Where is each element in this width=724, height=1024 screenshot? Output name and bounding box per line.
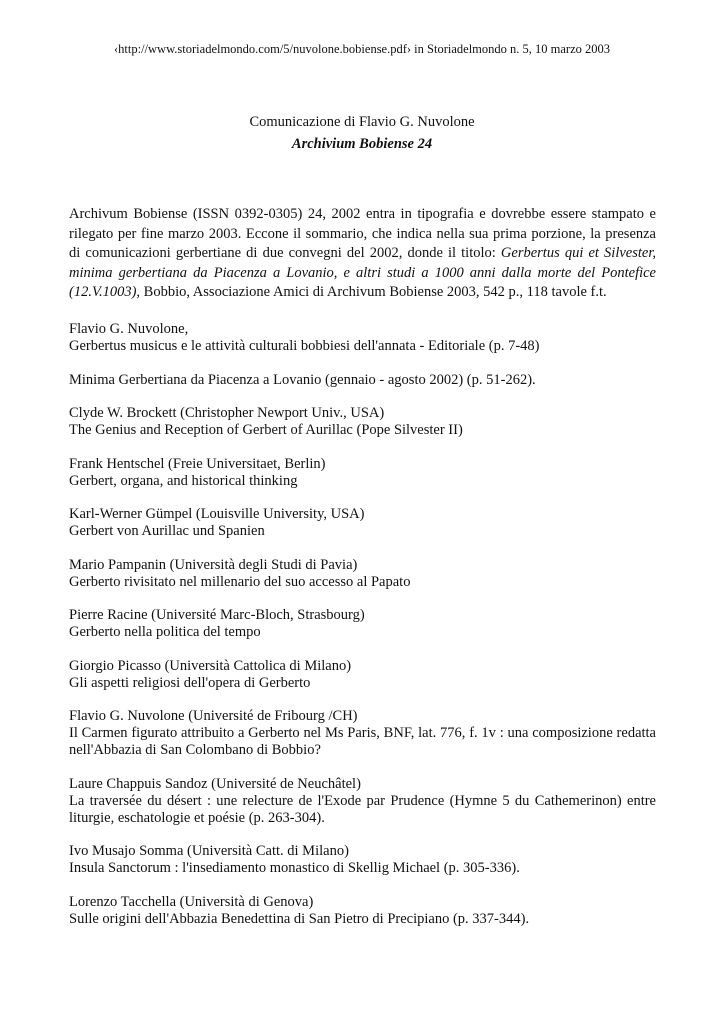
list-item [69, 321, 656, 355]
entry-title: Gerbertus musicus e le attività culturali bobbiesi dell'annata - Editoriale (p. 7-48) [69, 338, 540, 354]
entry-author: Karl-Werner Gümpel (Louisville University, USA) [69, 506, 365, 522]
entry-title: Il Carmen figurato attribuito a Gerberto nel Ms Paris, BNF, lat. 776, f. 1v : una composizione redatta nell'Abbazia di San Colombano di Bobbio? [69, 725, 656, 758]
entry-author: Mario Pampanin (Università degli Studi di Pavia) [69, 556, 358, 573]
list-item [69, 894, 656, 928]
list-item [69, 607, 656, 641]
list-item [69, 658, 656, 692]
intro-text-part1: Archivum Bobiense (ISSN 0392-0305) 24, 2002 entra in tipografia e dovrebbe essere stampato e rilegato per fine marzo 2003. Eccone il sommario, che indica nella sua prima porzione, la presenza di comunicazioni gerbertiane di due convegni del 2002, donde il titolo: [69, 206, 656, 261]
list-item [69, 506, 656, 540]
entry-title: Insula Sanctorum : l'insediamento monastico di Skellig Michael (p. 305-336). [69, 860, 520, 876]
entry-author: Giorgio Picasso (Università Cattolica di Milano) [69, 657, 352, 674]
entry-title: Gerberto rivisitato nel millenario del suo accesso al Papato [69, 573, 411, 590]
entry-author: Clyde W. Brockett (Christopher Newport Univ., USA) [69, 405, 385, 421]
byline: Comunicazione di Flavio G. Nuvolone [249, 114, 475, 130]
list-item [69, 557, 656, 591]
document-title: Archivium Bobiense 24 [291, 136, 433, 152]
entry-title: La traversée du désert : une relecture de l'Exode par Prudence (Hymne 5 du Cathemerinon) entre liturgie, eschatologie et poésie (p. 263-304). [69, 792, 656, 826]
list-item [69, 843, 656, 877]
list-item [69, 776, 656, 827]
list-item [69, 456, 656, 490]
citation-header: ‹http://www.storiadelmondo.com/5/nuvolone.bobiense.pdf› in Storiadelmondo n. 5, 10 marzo 2003 [114, 42, 610, 56]
intro-text-part2: , Bobbio, Associazione Amici di Archivum Bobiense 2003, 542 p., 118 tavole f.t. [136, 284, 607, 300]
entry-title: Gerberto nella politica del tempo [69, 624, 261, 640]
intro-paragraph [69, 205, 656, 303]
entry-author: Flavio G. Nuvolone, [69, 321, 189, 337]
list-item [69, 372, 656, 389]
entry-title: Gerbert von Aurillac und Spanien [69, 523, 265, 539]
entry-author: Laure Chappuis Sandoz (Université de Neuchâtel) [69, 775, 361, 792]
entry-title: Sulle origini dell'Abbazia Benedettina di San Pietro di Precipiano (p. 337-344). [69, 910, 530, 927]
entry-author: Ivo Musajo Somma (Università Catt. di Milano) [69, 843, 349, 859]
list-item [69, 405, 656, 439]
entry-author: Lorenzo Tacchella (Università di Genova) [69, 893, 314, 910]
entry-title: The Genius and Reception of Gerbert of Aurillac (Pope Silvester II) [69, 422, 463, 438]
intro-italic-title: Gerbertus qui et Silvester, minima gerbertiana da Piacenza a Lovanio, e altri studi a 1000 anni dalla morte del Pontefice (12.V.1003) [69, 245, 656, 300]
list-item [69, 708, 656, 759]
entry-title: Gerbert, organa, and historical thinking [69, 472, 298, 489]
contents-list [69, 321, 656, 944]
entry-author: Frank Hentschel (Freie Universitaet, Berlin) [69, 455, 326, 472]
entry-author: Flavio G. Nuvolone (Université de Fribourg /CH) [69, 708, 358, 724]
entry-title: Gli aspetti religiosi dell'opera di Gerberto [69, 674, 311, 691]
entry-author: Pierre Racine (Université Marc-Bloch, Strasbourg) [69, 607, 365, 623]
entry-section-title: Minima Gerbertiana da Piacenza a Lovanio (gennaio - agosto 2002) (p. 51-262). [69, 371, 536, 388]
